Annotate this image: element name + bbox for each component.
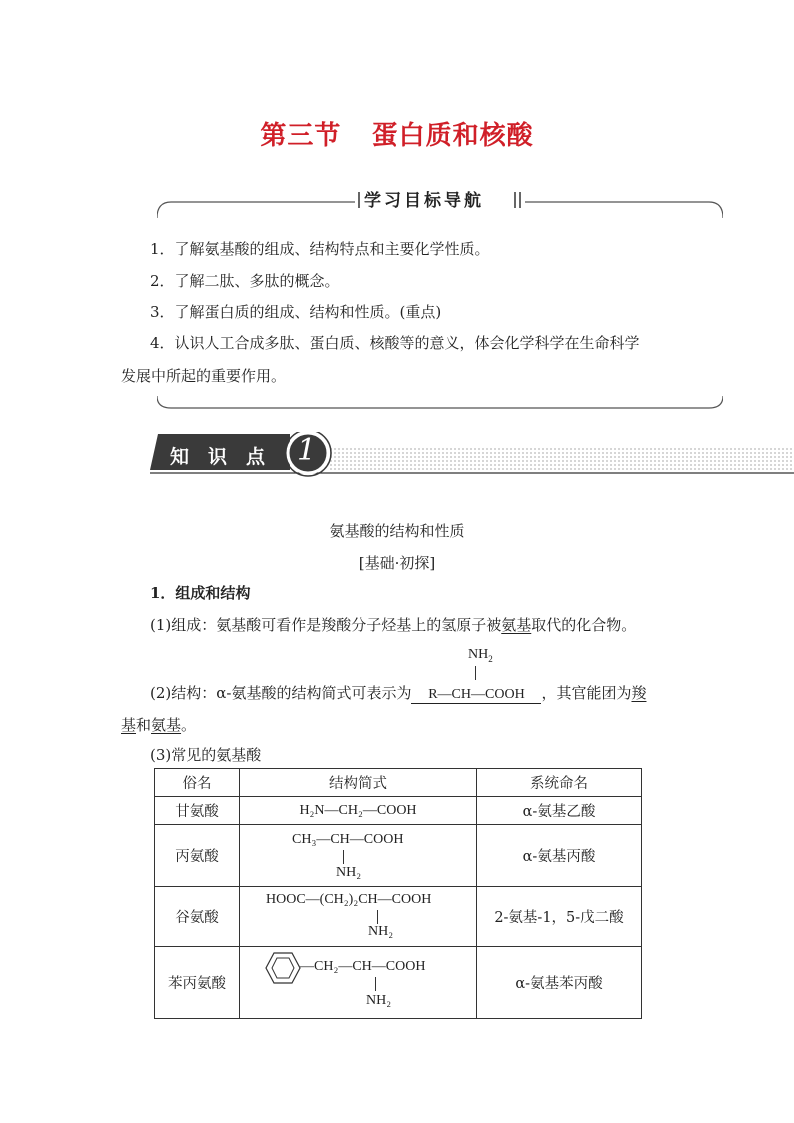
cell-formula: HOOC—(CH₂)₂CH—COOH NH₂ [240,887,477,947]
goal-item-1: 1．了解氨基酸的组成、结构特点和主要化学性质。 [150,240,490,258]
goals-banner: 学习目标导航 [360,186,488,211]
paragraph-structure: (2)结构：α-氨基酸的结构简式可表示为 R—CH—COOH ，其官能团为羧 [150,684,647,702]
formula-nh2-top: $NH_2$ [468,647,493,664]
goal-item-2: 2．了解二肽、多肽的概念。 [150,272,340,290]
col-header-name: 俗名 [155,769,240,797]
banner-right-bracket-icon [512,190,524,210]
knowledge-point-number: 1 [297,433,317,468]
cell-system-name: α-氨基乙酸 [477,797,642,825]
title-section-number: 第三节 [260,121,342,151]
goal-item-4-continuation: 发展中所起的重要作用。 [121,367,287,385]
cell-formula: —CH₂—CH—COOH NH₂ [240,947,477,1019]
answer-amino: 氨基 [501,616,532,634]
title-topic: 蛋白质和核酸 [371,121,534,151]
cell-formula: H₂N—CH₂—COOH [240,797,477,825]
table-row [155,947,642,1019]
paragraph-composition: (1)组成：氨基酸可看作是羧酸分子烃基上的氢原子被氨基取代的化合物。 [150,616,637,634]
table-row [155,825,642,887]
benzene-ring-icon [264,951,302,985]
col-header-formula: 结构简式 [240,769,477,797]
table-header-row [155,769,642,797]
answer-general-formula: R—CH—COOH [411,687,541,704]
paragraph-structure-cont: 基和氨基。 [121,716,197,734]
section-subtitle: [基础·初探] [358,554,436,572]
section-title: 氨基酸的结构和性质 [329,522,465,540]
goal-item-4: 4．认识人工合成多肽、蛋白质、核酸等的意义，体会化学科学在生命科学 [150,334,640,352]
table-row [155,797,642,825]
col-header-system-name: 系统命名 [477,769,642,797]
cell-common-name: 谷氨酸 [155,887,240,947]
heading-composition-structure: 1．组成和结构 [150,584,251,602]
cell-system-name: 2-氨基-1，5-戊二酸 [477,887,642,947]
amino-acid-table [154,768,642,1019]
cell-common-name: 苯丙氨酸 [155,947,240,1019]
cell-formula: CH₃—CH—COOH NH₂ [240,825,477,887]
paragraph-common-amino-acids: (3)常见的氨基酸 [150,746,262,764]
cell-common-name: 甘氨酸 [155,797,240,825]
page-title [0,115,794,152]
cell-system-name: α-氨基苯丙酸 [477,947,642,1019]
cell-system-name: α-氨基丙酸 [477,825,642,887]
cell-common-name: 丙氨酸 [155,825,240,887]
knowledge-point-label: 知识点 [170,446,285,468]
formula-bond-line [475,666,476,680]
goal-item-3: 3．了解蛋白质的组成、结构和性质。(重点) [150,303,442,321]
table-row [155,887,642,947]
